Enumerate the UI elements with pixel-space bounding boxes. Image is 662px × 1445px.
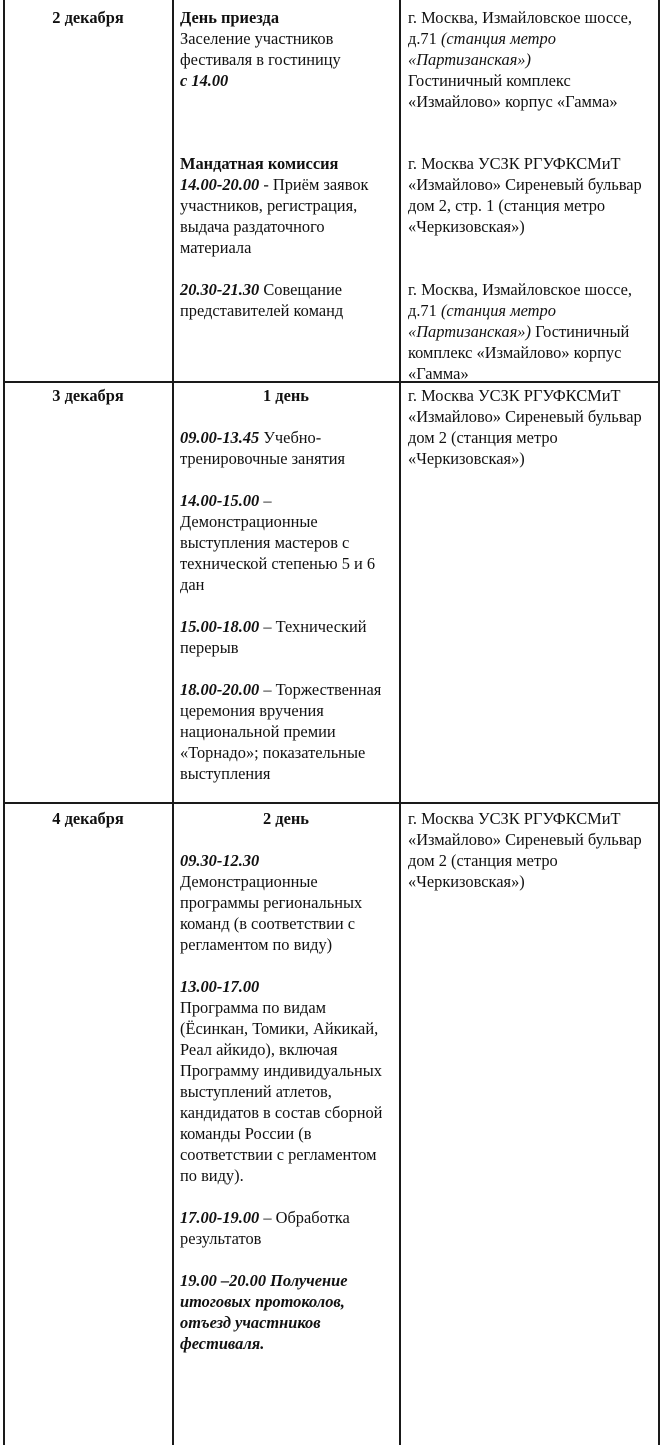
place-cell xyxy=(408,7,656,112)
events-cell xyxy=(180,7,394,91)
row-date: 3 декабря xyxy=(52,386,124,405)
event-text: Демонстрационные программы региональных команд (в соответствии с регламентом по виду) xyxy=(180,872,363,954)
event-item xyxy=(180,1270,392,1354)
event-title: Мандатная комиссия xyxy=(180,154,339,173)
table-border-left xyxy=(3,0,5,1445)
place-metro: (станция метро «Партизанская») xyxy=(408,29,556,69)
event-text: – Обработка результатов xyxy=(180,1208,350,1248)
place-item xyxy=(408,153,656,237)
place-metro: (станция метро «Партизанская») xyxy=(408,301,556,341)
place-address: г. Москва, Измайловское шоссе, д.71 xyxy=(408,280,632,320)
event-item xyxy=(180,850,392,955)
event-time: 15.00-18.00 xyxy=(180,617,260,636)
place-item xyxy=(408,279,658,384)
place-cell xyxy=(408,808,656,892)
event-time: 14.00-15.00 xyxy=(180,491,260,510)
event-time: 09.30-12.30 xyxy=(180,851,260,870)
event-time: 13.00-17.00 xyxy=(180,977,260,996)
event-time: 18.00-20.00 xyxy=(180,680,260,699)
event-item xyxy=(180,679,392,784)
event-item xyxy=(180,616,392,658)
events-cell xyxy=(180,153,394,258)
event-time: 19.00 –20.00 xyxy=(180,1271,267,1290)
place-address: г. Москва УСЗК РГУФКСМиТ «Измайлово» Сиреневый бульвар дом 2, стр. 1 (станция метро «Черкизовская») xyxy=(408,154,642,236)
place-address: г. Москва УСЗК РГУФКСМиТ «Измайлово» Сиреневый бульвар дом 2 (станция метро «Черкизовская») xyxy=(408,809,642,891)
events-cell xyxy=(180,808,392,1354)
event-time: 14.00-20.00 xyxy=(180,175,260,194)
event-text: Программа по видам (Ёсинкан, Томики, Айкикай, Реал айкидо), включая Программу индивидуальных выступлений атлетов, кандидатов в состав сборной команды России (в соответствии с регламентом по виду). xyxy=(180,998,383,1185)
place-item xyxy=(408,7,656,112)
event-time: 17.00-19.00 xyxy=(180,1208,260,1227)
event-item xyxy=(180,7,394,91)
event-item xyxy=(180,279,394,321)
table-column-divider-2 xyxy=(399,0,401,1445)
day-label: 1 день xyxy=(263,386,309,405)
place-cell xyxy=(408,153,656,237)
events-cell xyxy=(180,279,394,321)
events-cell xyxy=(180,385,392,784)
day-label: 2 день xyxy=(263,809,309,828)
event-text: Заселение участников фестиваля в гостиницу xyxy=(180,29,341,69)
event-text: – Демонстрационные выступления мастеров с технической степенью 5 и 6 дан xyxy=(180,491,376,594)
place-address: г. Москва, Измайловское шоссе, д.71 xyxy=(408,8,632,48)
event-item xyxy=(180,490,392,595)
table-border-right xyxy=(658,0,660,1445)
event-time: с 14.00 xyxy=(180,71,229,90)
event-time: 20.30-21.30 xyxy=(180,280,260,299)
event-text: Совещание представителей команд xyxy=(180,280,344,320)
event-item xyxy=(180,153,394,258)
event-title: День приезда xyxy=(180,8,280,27)
event-text: – Технический перерыв xyxy=(180,617,367,657)
place-building: Гостиничный комплекс «Измайлово» корпус «Гамма» xyxy=(408,71,618,111)
event-text: Учебно-тренировочные занятия xyxy=(180,428,346,468)
place-cell xyxy=(408,385,656,469)
event-text: – Торжественная церемония вручения национальной премии «Торнадо»; показательные выступления xyxy=(180,680,382,783)
place-building: Гостиничный комплекс «Измайлово» корпус «Гамма» xyxy=(408,322,630,383)
row-date: 4 декабря xyxy=(52,809,124,828)
row-date: 2 декабря xyxy=(52,8,124,27)
event-item xyxy=(180,976,392,1186)
event-text: Получение итоговых протоколов, отъезд участников фестиваля. xyxy=(180,1271,348,1353)
table-column-divider-1 xyxy=(172,0,174,1445)
event-text: - Приём заявок участников, регистрация, выдача раздаточного материала xyxy=(180,175,369,257)
row-divider-2 xyxy=(3,802,659,804)
event-time: 09.00-13.45 xyxy=(180,428,260,447)
event-item xyxy=(180,427,392,469)
place-address: г. Москва УСЗК РГУФКСМиТ «Измайлово» Сиреневый бульвар дом 2 (станция метро «Черкизовская») xyxy=(408,386,642,468)
place-cell xyxy=(408,279,658,384)
event-item xyxy=(180,1207,392,1249)
